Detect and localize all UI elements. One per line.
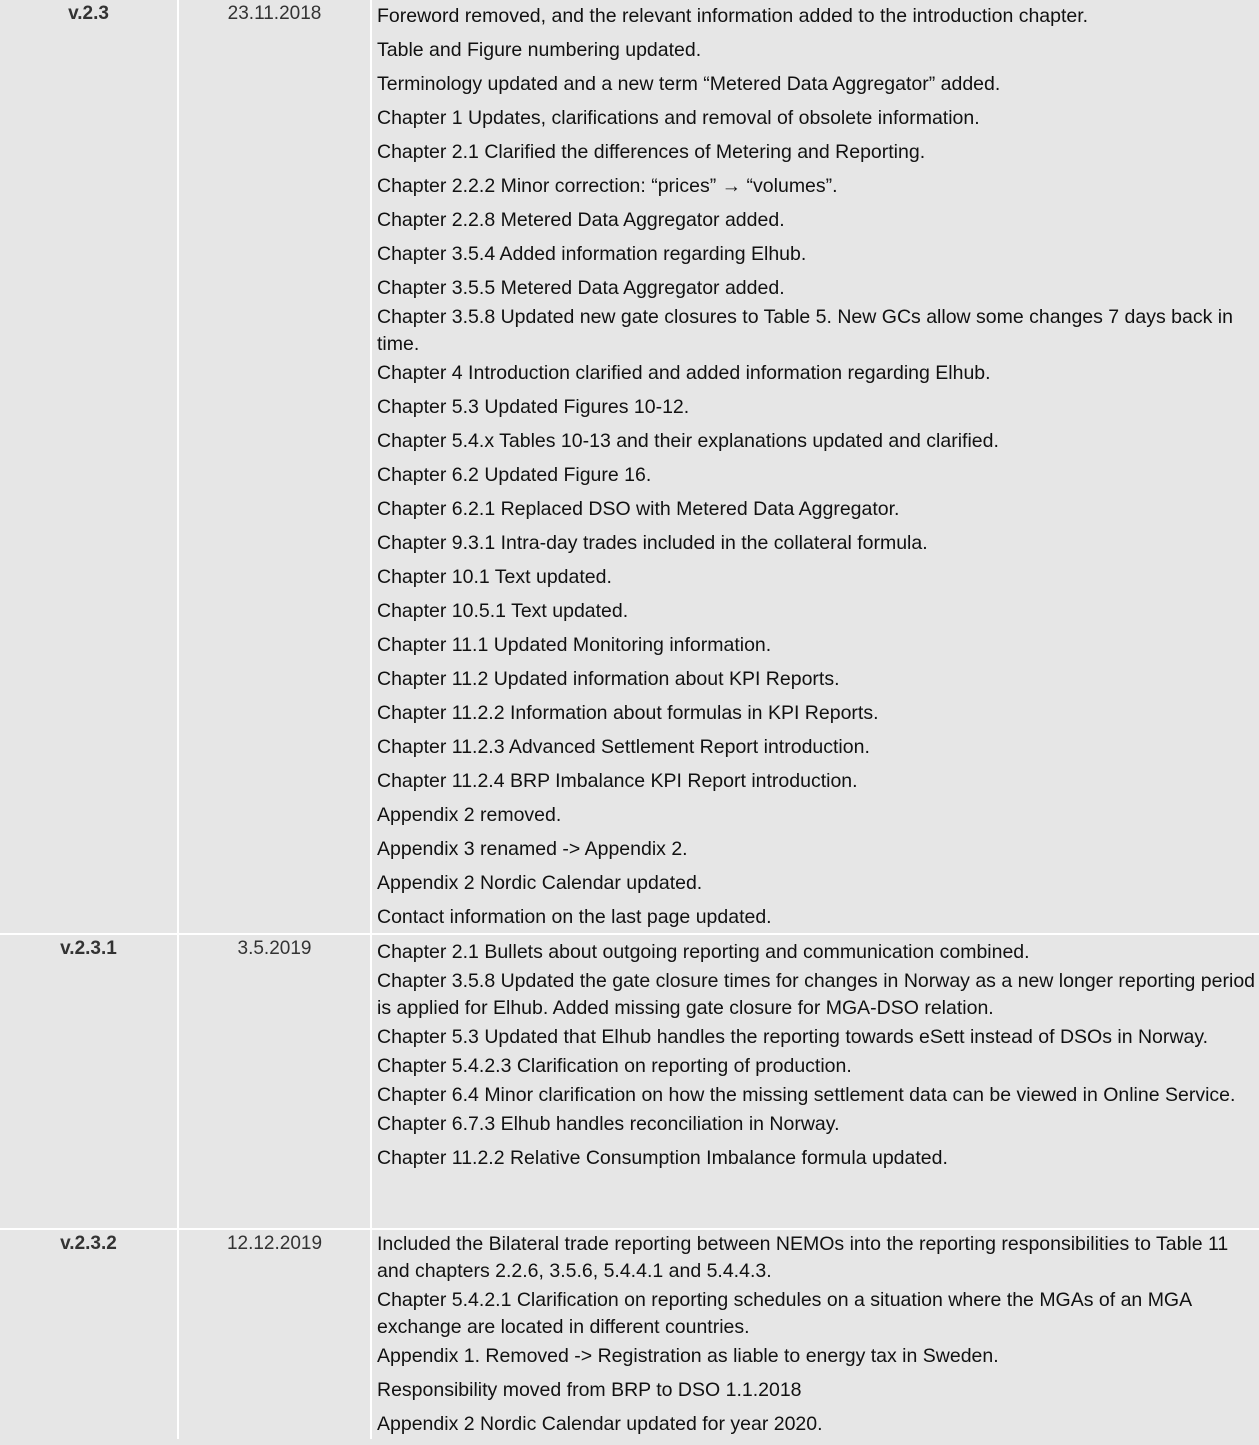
column-divider xyxy=(370,0,372,1439)
change-item: Chapter 9.3.1 Intra-day trades included in the collateral formula. xyxy=(377,532,928,554)
change-item: Chapter 6.2.1 Replaced DSO with Metered Data Aggregator. xyxy=(377,498,900,520)
change-item: Table and Figure numbering updated. xyxy=(377,39,702,61)
column-divider xyxy=(177,0,179,1439)
change-item: Appendix 2 Nordic Calendar updated. xyxy=(377,872,703,894)
change-item: Chapter 11.2.2 Information about formulas in KPI Reports. xyxy=(377,702,879,724)
changes-list xyxy=(377,939,1257,1179)
change-item: Contact information on the last page updated. xyxy=(377,906,772,928)
change-item: Appendix 2 Nordic Calendar updated for year 2020. xyxy=(377,1413,823,1435)
change-item: Chapter 2.1 Bullets about outgoing reporting and communication combined. xyxy=(377,941,1030,963)
change-item: Foreword removed, and the relevant information added to the introduction chapter. xyxy=(377,5,1089,27)
change-item: Chapter 2.1 Clarified the differences of Metering and Reporting. xyxy=(377,141,926,163)
date-cell: 3.5.2019 xyxy=(237,938,312,959)
change-item: Chapter 3.5.4 Added information regarding Elhub. xyxy=(377,243,807,265)
change-item: Chapter 3.5.8 Updated the gate closure times for changes in Norway as a new longer reporting period is applied for Elhub. Added missing gate closure for MGA-DSO relation. xyxy=(377,970,1256,1019)
revision-row xyxy=(0,935,1259,1228)
change-item: Chapter 5.4.x Tables 10-13 and their explanations updated and clarified. xyxy=(377,430,999,452)
change-item: Chapter 1 Updates, clarifications and removal of obsolete information. xyxy=(377,107,980,129)
date-cell: 12.12.2019 xyxy=(226,1233,323,1254)
change-item: Terminology updated and a new term “Metered Data Aggregator” added. xyxy=(377,73,1001,95)
version-cell: v.2.3.2 xyxy=(60,1233,117,1254)
change-item: Appendix 3 renamed -> Appendix 2. xyxy=(377,838,688,860)
change-item: Chapter 5.3 Updated Figures 10-12. xyxy=(377,396,690,418)
changes-list xyxy=(377,3,1257,938)
change-item: Chapter 3.5.5 Metered Data Aggregator added. xyxy=(377,277,785,299)
change-item: Responsibility moved from BRP to DSO 1.1.2018 xyxy=(377,1379,802,1401)
change-item: Chapter 11.1 Updated Monitoring information. xyxy=(377,634,772,656)
changes-list xyxy=(377,1231,1257,1445)
change-item: Chapter 6.2 Updated Figure 16. xyxy=(377,464,652,486)
change-item: Chapter 5.4.2.1 Clarification on reporting schedules on a situation where the MGAs of an MGA exchange are located in different countries. xyxy=(377,1289,1192,1338)
change-item: Chapter 10.5.1 Text updated. xyxy=(377,600,629,622)
change-item: Chapter 11.2.4 BRP Imbalance KPI Report introduction. xyxy=(377,770,858,792)
change-item: Chapter 10.1 Text updated. xyxy=(377,566,612,588)
change-item: Appendix 1. Removed -> Registration as liable to energy tax in Sweden. xyxy=(377,1345,999,1367)
change-item: Chapter 5.4.2.3 Clarification on reporting of production. xyxy=(377,1055,852,1077)
date-cell: 23.11.2018 xyxy=(227,3,322,24)
change-item: Chapter 6.7.3 Elhub handles reconciliation in Norway. xyxy=(377,1113,840,1135)
change-item: Appendix 2 removed. xyxy=(377,804,562,826)
change-item: Chapter 2.2.8 Metered Data Aggregator added. xyxy=(377,209,785,231)
version-cell: v.2.3 xyxy=(68,3,109,24)
revision-row xyxy=(0,1230,1259,1439)
change-item: Chapter 3.5.8 Updated new gate closures to Table 5. New GCs allow some changes 7 days back in time. xyxy=(377,306,1233,355)
change-item: Included the Bilateral trade reporting between NEMOs into the reporting responsibilities to Table 11 and chapters 2.2.6, 3.5.6, 5.4.4.1 and 5.4.4.3. xyxy=(377,1233,1229,1282)
change-item: Chapter 6.4 Minor clarification on how the missing settlement data can be viewed in Online Service. xyxy=(377,1084,1236,1106)
change-item: Chapter 4 Introduction clarified and added information regarding Elhub. xyxy=(377,362,991,384)
change-item: Chapter 2.2.2 Minor correction: “prices” → “volumes”. xyxy=(377,175,838,197)
change-item: Chapter 5.3 Updated that Elhub handles the reporting towards eSett instead of DSOs in Norway. xyxy=(377,1026,1209,1048)
change-item: Chapter 11.2 Updated information about KPI Reports. xyxy=(377,668,840,690)
version-cell: v.2.3.1 xyxy=(60,938,117,959)
change-item: Chapter 11.2.3 Advanced Settlement Report introduction. xyxy=(377,736,870,758)
change-item: Chapter 11.2.2 Relative Consumption Imbalance formula updated. xyxy=(377,1147,948,1169)
